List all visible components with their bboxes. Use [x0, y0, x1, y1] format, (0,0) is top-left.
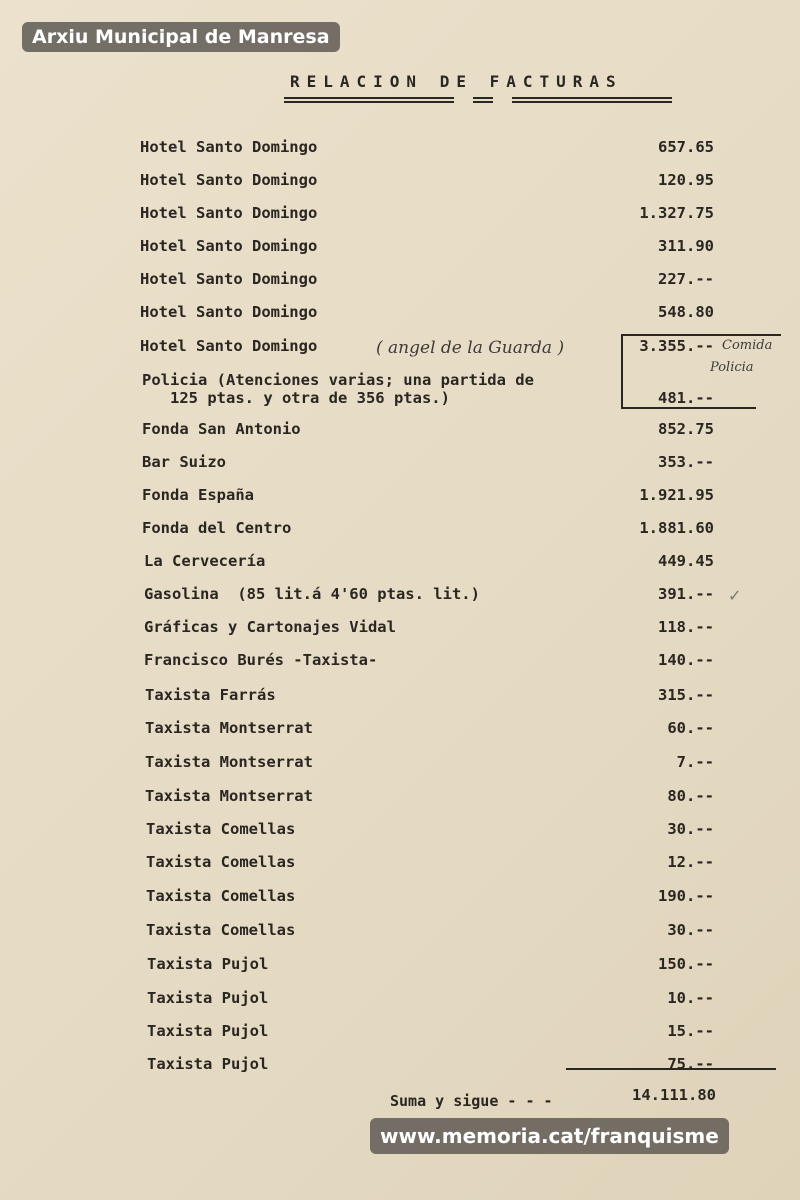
invoice-amount: 60.--	[667, 719, 714, 737]
invoice-description: Hotel Santo Domingo	[140, 237, 318, 255]
invoice-amount: 391.--	[658, 585, 714, 603]
invoice-description: Francisco Burés -Taxista-	[144, 651, 378, 669]
table-row	[0, 820, 800, 850]
bracket-left	[621, 334, 623, 408]
invoice-description: Fonda San Antonio	[142, 420, 301, 438]
bracket-top	[621, 334, 781, 336]
table-row	[0, 1055, 800, 1085]
invoice-amount: 30.--	[667, 820, 714, 838]
invoice-description: Gráficas y Cartonajes Vidal	[144, 618, 396, 636]
invoice-amount: 15.--	[667, 1022, 714, 1040]
table-row	[0, 552, 800, 582]
invoice-amount: 657.65	[658, 138, 714, 156]
invoice-description: Taxista Comellas	[146, 853, 296, 871]
invoice-description: Taxista Pujol	[147, 989, 269, 1007]
table-row	[0, 453, 800, 483]
invoice-amount: 353.--	[658, 453, 714, 471]
invoice-description: Hotel Santo Domingo	[140, 138, 318, 156]
table-row	[0, 955, 800, 985]
archive-watermark: Arxiu Municipal de Manresa	[22, 22, 340, 52]
table-row	[0, 787, 800, 817]
invoice-amount: 7.--	[676, 753, 714, 771]
check-mark-icon: ✓	[728, 586, 742, 605]
title-underline-3	[512, 97, 672, 103]
invoice-description: Fonda España	[142, 486, 254, 504]
title-underline-1	[284, 97, 454, 103]
invoice-amount: 75.--	[667, 1055, 714, 1073]
table-row	[0, 585, 800, 615]
invoice-description: Hotel Santo Domingo	[140, 270, 318, 288]
invoice-amount: 80.--	[667, 787, 714, 805]
invoice-amount: 449.45	[658, 552, 714, 570]
invoice-amount: 1.327.75	[639, 204, 714, 222]
invoice-description: Taxista Pujol	[147, 1022, 269, 1040]
invoice-amount: 10.--	[667, 989, 714, 1007]
table-row	[0, 303, 800, 333]
invoice-amount: 30.--	[667, 921, 714, 939]
invoice-amount: 315.--	[658, 686, 714, 704]
sum-value: 14.111.80	[632, 1086, 716, 1104]
invoice-description: Gasolina (85 lit.á 4'60 ptas. lit.)	[144, 585, 480, 603]
sum-label: Suma y sigue - - -	[390, 1092, 553, 1110]
table-row	[0, 371, 800, 407]
table-row	[0, 138, 800, 168]
invoice-description: Hotel Santo Domingo	[140, 303, 318, 321]
table-row	[0, 486, 800, 516]
table-row	[0, 171, 800, 201]
invoice-amount: 481.--	[658, 389, 714, 407]
invoice-description: Taxista Pujol	[147, 1055, 269, 1073]
table-row	[0, 887, 800, 917]
table-row	[0, 651, 800, 681]
table-row	[0, 237, 800, 267]
invoice-description: Taxista Montserrat	[145, 787, 313, 805]
invoice-description: La Cervecería	[144, 552, 266, 570]
invoice-amount: 548.80	[658, 303, 714, 321]
title-underline-2	[473, 97, 493, 103]
invoice-amount: 120.95	[658, 171, 714, 189]
sum-underline	[566, 1068, 776, 1070]
table-row	[0, 921, 800, 951]
site-watermark: www.memoria.cat/franquisme	[370, 1118, 729, 1154]
handwritten-angel-note: ( angel de la Guarda )	[376, 338, 565, 358]
invoice-amount: 311.90	[658, 237, 714, 255]
invoice-amount: 1.921.95	[639, 486, 714, 504]
invoice-amount: 3.355.--	[639, 337, 714, 355]
invoice-description: Taxista Comellas	[146, 820, 296, 838]
invoice-description: Taxista Montserrat	[145, 719, 313, 737]
invoice-description: Taxista Pujol	[147, 955, 269, 973]
invoice-description: Hotel Santo Domingo	[140, 171, 318, 189]
table-row	[0, 420, 800, 450]
table-row	[0, 686, 800, 716]
invoice-description: Taxista Montserrat	[145, 753, 313, 771]
invoice-amount: 852.75	[658, 420, 714, 438]
table-row	[0, 270, 800, 300]
table-row	[0, 618, 800, 648]
invoice-description: Hotel Santo Domingo	[140, 204, 318, 222]
invoice-amount: 118.--	[658, 618, 714, 636]
invoice-amount: 1.881.60	[639, 519, 714, 537]
invoice-description: Hotel Santo Domingo	[140, 337, 318, 355]
table-row	[0, 204, 800, 234]
invoice-description: Taxista Comellas	[146, 921, 296, 939]
invoice-amount: 190.--	[658, 887, 714, 905]
invoice-amount: 227.--	[658, 270, 714, 288]
table-row	[0, 719, 800, 749]
document-title: RELACION DE FACTURAS	[290, 72, 623, 91]
handwritten-policia-note: Policia	[710, 360, 754, 375]
invoice-amount: 150.--	[658, 955, 714, 973]
table-row	[0, 989, 800, 1019]
table-row	[0, 853, 800, 883]
invoice-description: Taxista Comellas	[146, 887, 296, 905]
invoice-description: Bar Suizo	[142, 453, 226, 471]
table-row	[0, 1022, 800, 1052]
invoice-description: Policia (Atenciones varias; una partida de 125 ptas. y otra de 356 ptas.)	[142, 371, 534, 407]
invoice-amount: 140.--	[658, 651, 714, 669]
handwritten-comida-note: Comida	[722, 338, 773, 353]
invoice-description: Taxista Farrás	[145, 686, 276, 704]
table-row	[0, 753, 800, 783]
invoice-description: Fonda del Centro	[142, 519, 292, 537]
bracket-bottom	[621, 407, 756, 409]
table-row	[0, 519, 800, 549]
invoice-amount: 12.--	[667, 853, 714, 871]
